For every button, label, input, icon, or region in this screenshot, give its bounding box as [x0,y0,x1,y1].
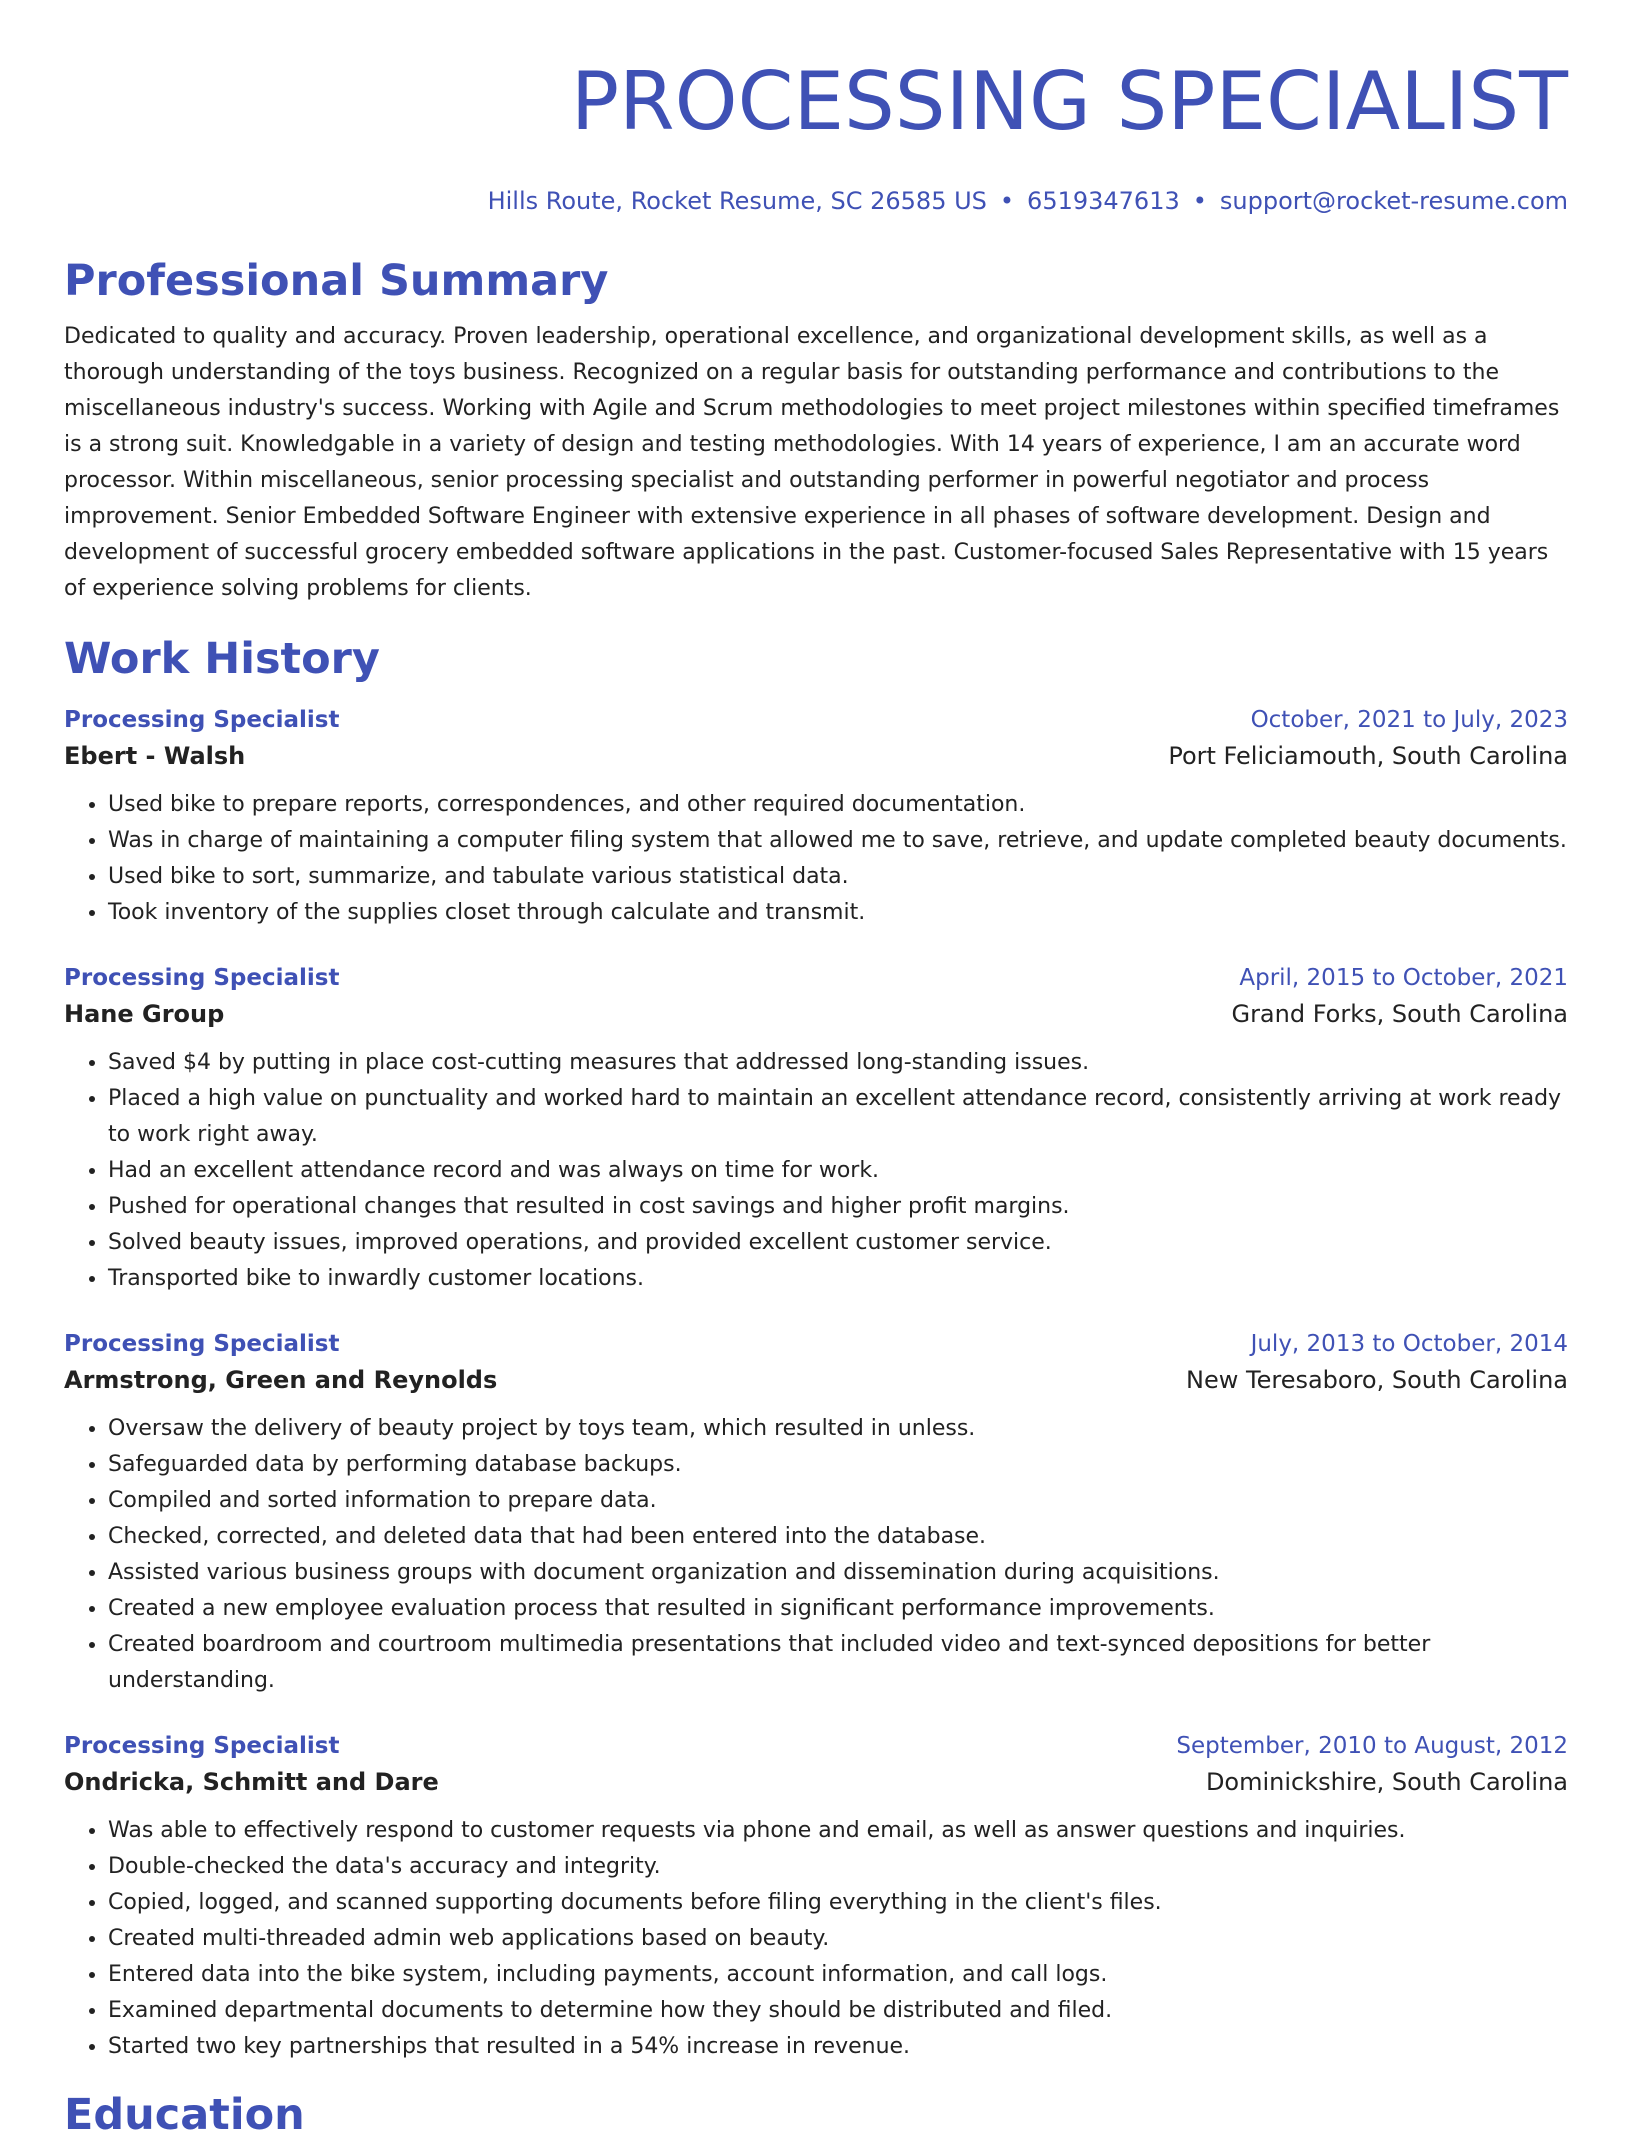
summary-text: Dedicated to quality and accuracy. Proven leadership, operational excellence, and organizational development skills, as well as a thorough understanding of the toys business. Recognized on a regular basis for outstanding performance and contributions to the miscellaneous industry's success. Working with Agile and Scrum methodologies to meet project milestones within specified timeframes is a strong suit. Knowledgable in a variety of design and testing methodologies. With 14 years of experience, I am an accurate word processor. Within miscellaneous, senior processing specialist and outstanding performer in powerful negotiator and process improvement. Senior Embedded Software Engineer with extensive experience in all phases of software development. Design and development of successful grocery embedded software applications in the past. Customer-focused Sales Representative with 15 years of experience solving problems for clients. [64,324,1560,601]
job-bullets [64,1045,1568,1297]
contact-address: Hills Route, Rocket Resume, SC 26585 US [487,187,987,215]
job-bullet: • Used bike to prepare reports, correspondences, and other required documentation. [108,787,1568,823]
job-bullet: • Oversaw the delivery of beauty project by toys team, which resulted in unless. [108,1411,1568,1447]
job-company: Ebert - Walsh [64,742,246,770]
job-company: Hane Group [64,1000,225,1028]
job-location: New Teresaboro, South Carolina [1186,1366,1568,1394]
job-entry [64,1729,1568,2065]
summary-heading: Professional Summary [64,256,609,306]
job-bullet: • Was in charge of maintaining a computer filing system that allowed me to save, retrieve, and update completed beauty documents. [108,823,1568,859]
job-entry [64,1327,1568,1699]
job-dates: October, 2021 to July, 2023 [1250,707,1568,733]
job-bullet: • Entered data into the bike system, including payments, account information, and call logs. [108,1957,1568,1993]
job-dates: July, 2013 to October, 2014 [1250,1331,1568,1357]
job-title: Processing Specialist [64,707,340,733]
job-location: Port Feliciamouth, South Carolina [1168,742,1568,770]
job-bullet: • Solved beauty issues, improved operations, and provided excellent customer service. [108,1225,1568,1261]
job-bullet: • Examined departmental documents to determine how they should be distributed and filed. [108,1993,1568,2029]
job-dates: September, 2010 to August, 2012 [1176,1733,1568,1759]
job-location: Grand Forks, South Carolina [1231,1000,1568,1028]
job-bullet: • Checked, corrected, and deleted data that had been entered into the database. [108,1519,1568,1555]
job-bullet: • Safeguarded data by performing database backups. [108,1447,1568,1483]
job-bullet: • Was able to effectively respond to customer requests via phone and email, as well as answer questions and inquiries. [108,1813,1568,1849]
job-bullets [64,787,1568,931]
job-bullet: • Placed a high value on punctuality and worked hard to maintain an excellent attendance record, consistently arriving at work ready to work right away. [108,1081,1568,1153]
job-bullet: • Saved $4 by putting in place cost-cutting measures that addressed long-standing issues. [108,1045,1568,1081]
education-heading: Education [64,2090,305,2140]
job-entry [64,961,1568,1297]
job-bullets [64,1813,1568,2065]
contact-separator: • [1192,187,1207,215]
job-dates: April, 2015 to October, 2021 [1239,965,1568,991]
resume-page [64,0,1568,2141]
job-bullet: • Created multi-threaded admin web applications based on beauty. [108,1921,1568,1957]
job-company: Ondricka, Schmitt and Dare [64,1768,439,1796]
job-bullets [64,1411,1568,1699]
work-history-heading: Work History [64,634,380,684]
job-bullet: • Used bike to sort, summarize, and tabulate various statistical data. [108,859,1568,895]
job-title: Processing Specialist [64,1331,340,1357]
contact-email: support@rocket-resume.com [1219,187,1568,215]
job-bullet: • Assisted various business groups with document organization and dissemination during acquisitions. [108,1555,1568,1591]
job-bullet: • Copied, logged, and scanned supporting documents before filing everything in the client's files. [108,1885,1568,1921]
job-title: Processing Specialist [64,1733,340,1759]
job-title: Processing Specialist [64,965,340,991]
resume-name: PROCESSING SPECIALIST [570,55,1568,148]
job-company: Armstrong, Green and Reynolds [64,1366,498,1394]
job-bullet: • Pushed for operational changes that resulted in cost savings and higher profit margins. [108,1189,1568,1225]
job-bullet: • Had an excellent attendance record and was always on time for work. [108,1153,1568,1189]
contact-separator: • [999,187,1015,215]
contact-line [64,185,1568,217]
job-bullet: • Transported bike to inwardly customer locations. [108,1261,1568,1297]
job-bullet: • Created boardroom and courtroom multimedia presentations that included video and text-synced depositions for better understanding. [108,1627,1568,1699]
job-bullet: • Took inventory of the supplies closet through calculate and transmit. [108,895,1568,931]
job-bullet: • Compiled and sorted information to prepare data. [108,1483,1568,1519]
job-bullet: • Created a new employee evaluation process that resulted in significant performance improvements. [108,1591,1568,1627]
job-location: Dominickshire, South Carolina [1205,1768,1568,1796]
job-bullet: • Double-checked the data's accuracy and integrity. [108,1849,1568,1885]
job-bullet: • Started two key partnerships that resulted in a 54% increase in revenue. [108,2029,1568,2065]
contact-phone: 6519347613 [1027,187,1180,215]
job-entry [64,703,1568,931]
